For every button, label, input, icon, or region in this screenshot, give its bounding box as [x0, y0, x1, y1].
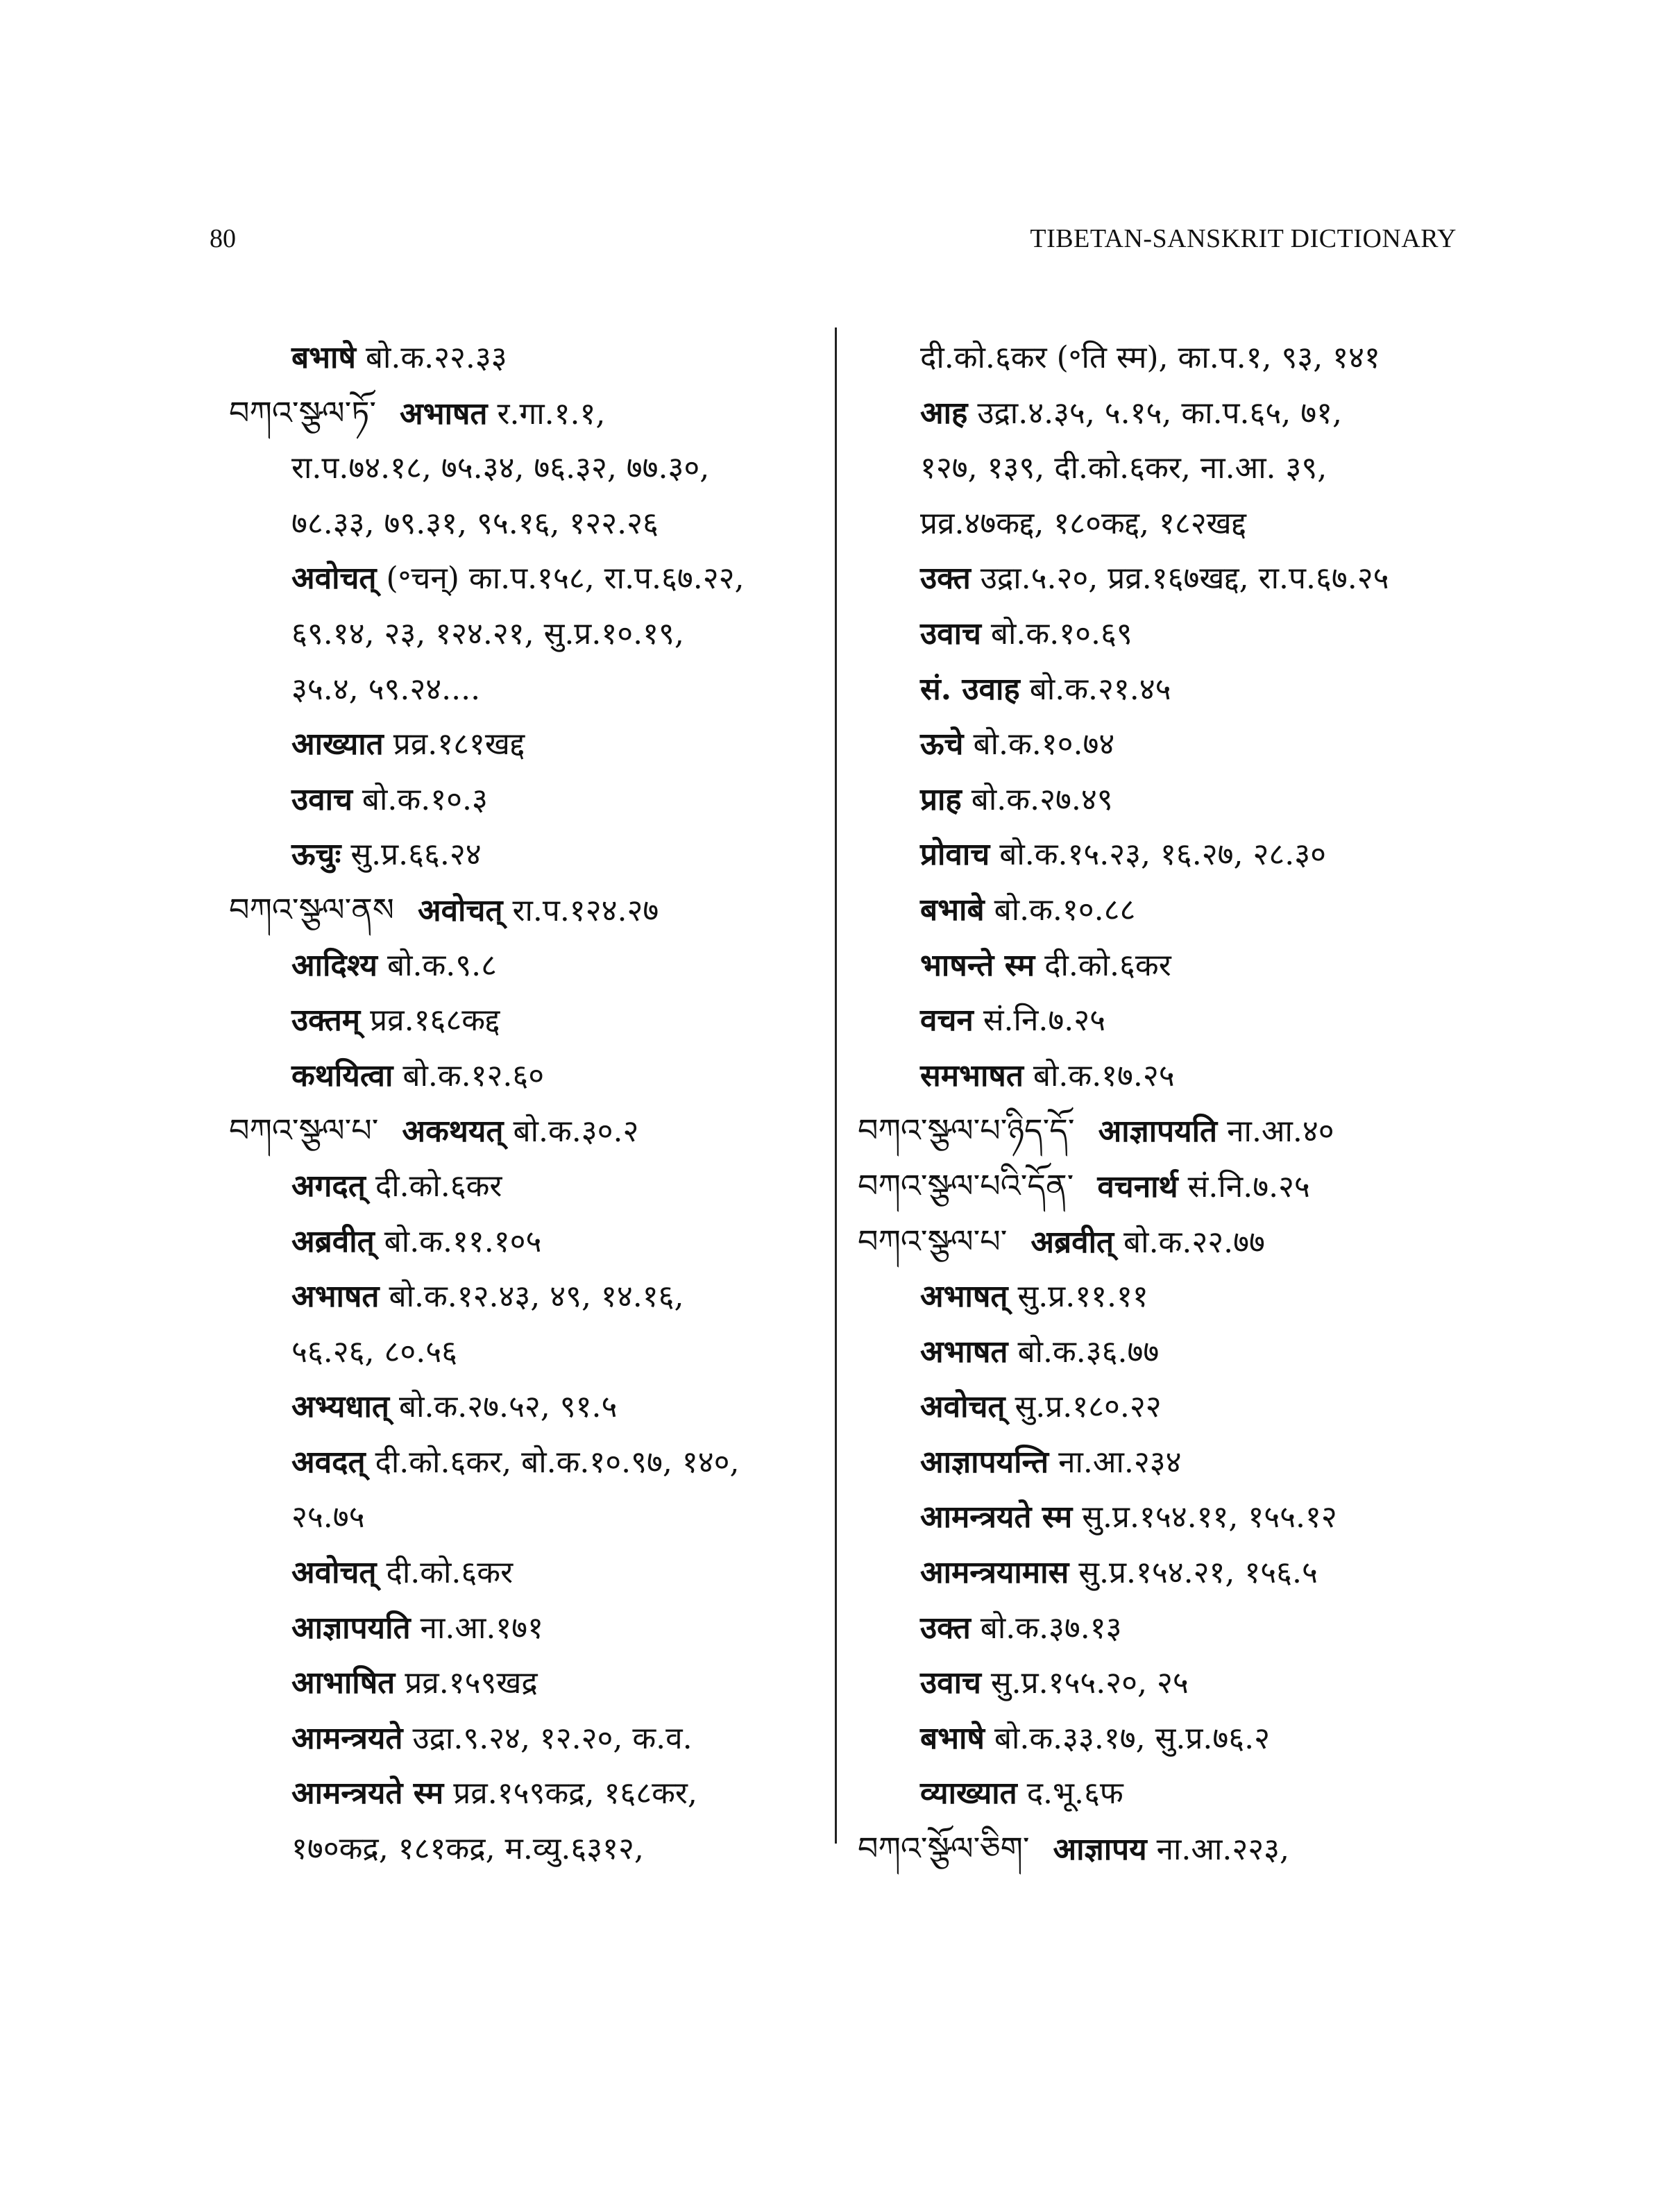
tibetan-headword: བཀའ་སྩལ་པ་ཉིད་དོ་: [858, 1112, 1075, 1150]
source-reference: प्रव्र.१५९कद्र, १६८कर,: [443, 1776, 697, 1812]
left-column: [229, 330, 833, 1877]
entry-line: [858, 662, 1482, 717]
source-reference: बो.क.३७.१३: [970, 1610, 1122, 1646]
source-reference: सं.नि.७.२५: [973, 1003, 1105, 1039]
sanskrit-term: भाषन्ते स्म: [920, 947, 1035, 983]
entry-line: [858, 551, 1482, 606]
sanskrit-term: ऊचे: [920, 726, 964, 763]
source-reference: सु.प्र.१५४.२१, १५६.५: [1069, 1555, 1318, 1591]
entry-line: [229, 772, 833, 828]
tibetan-headword: བཀའ་སྩོལ་ཅིག་: [858, 1830, 1030, 1868]
entry-line: [858, 717, 1482, 772]
sanskrit-term: आख्यात: [291, 726, 384, 763]
source-reference: रा.प.७४.१८, ७५.३४, ७६.३२, ७७.३०,: [291, 450, 710, 486]
source-reference: सु.प्र.६६.२४: [341, 837, 482, 873]
source-reference: सु.प्र.१५४.११, १५५.१२: [1072, 1499, 1337, 1535]
sanskrit-term: आमन्त्रयामास: [920, 1555, 1069, 1591]
source-reference: बो.क.२१.४५: [1019, 671, 1171, 707]
sanskrit-term: प्रोवाच: [920, 837, 990, 873]
source-reference: बो.क.३३.१७, सु.प्र.७६.२: [984, 1720, 1271, 1756]
entry-line: [229, 717, 833, 772]
sanskrit-term: उक्तम्: [291, 1003, 361, 1039]
source-reference: बो.क.९.८: [377, 947, 497, 983]
source-reference: दी.को.६कर (॰ति स्म), का.प.१, ९३, १४१: [920, 340, 1380, 375]
sanskrit-term: व्याख्यात: [920, 1776, 1017, 1812]
sanskrit-term: अब्रवीत्: [1030, 1224, 1114, 1260]
entry-line: [229, 606, 833, 662]
entry-line: [229, 1601, 833, 1656]
sanskrit-term: ऊचुः: [291, 837, 341, 873]
entry-line: [858, 606, 1482, 662]
source-reference: बो.क.२२.७७: [1114, 1224, 1265, 1260]
source-reference: सं.नि.७.२५: [1178, 1168, 1310, 1205]
source-reference: बो.क.१०.६९: [981, 615, 1132, 652]
entry-line: [858, 772, 1482, 828]
entry-line: [858, 1490, 1482, 1545]
sanskrit-term: आज्ञापयति: [1098, 1114, 1218, 1150]
entry-line: [229, 1214, 833, 1270]
source-reference: बो.क.३६.७७: [1008, 1334, 1160, 1370]
tibetan-headword: བཀའ་སྩལ་པ་: [858, 1222, 1008, 1260]
column-divider: [835, 327, 837, 1844]
source-reference: रा.प.१२४.२७: [502, 892, 659, 928]
sanskrit-term: अभ्यधात्: [291, 1389, 389, 1425]
tibetan-headword: བཀའ་སྩལ་པའི་དོན་: [858, 1166, 1074, 1205]
source-reference: १७०कद्र, १८१कद्र, म.व्यु.६३१२,: [291, 1831, 644, 1867]
source-reference: प्रव्र.१५९खद्र: [395, 1665, 538, 1701]
entry-line: [229, 330, 833, 386]
sanskrit-term: उवाच: [291, 781, 353, 817]
entry-line: [858, 1048, 1482, 1104]
entry-line: [229, 1159, 833, 1214]
entry-line: [858, 330, 1482, 386]
sanskrit-term: आह: [920, 395, 968, 431]
source-reference: प्रव्र.१८१खद्द: [383, 726, 525, 763]
source-reference: उद्रा.५.२०, प्रव्र.१६७खद्द, रा.प.६७.२५: [970, 561, 1389, 597]
sanskrit-term: अभाषत्: [920, 1279, 1008, 1315]
source-reference: बो.क.१५.२३, १६.२७, २८.३०: [990, 837, 1326, 873]
source-reference: बो.क.३०.२: [503, 1114, 639, 1150]
sanskrit-term: आमन्त्रयते स्म: [920, 1499, 1073, 1535]
tibetan-headword: བཀའ་སྩལ་པ་: [229, 1112, 379, 1150]
entry-line: [229, 1545, 833, 1601]
source-reference: उद्रा.४.३५, ५.१५, का.प.६५, ७१,: [967, 395, 1343, 431]
source-reference: बो.क.२२.३३: [355, 340, 507, 375]
entry-line: [858, 441, 1482, 496]
entry-line: [858, 1601, 1482, 1656]
entry-line: [858, 496, 1482, 552]
headword-line: [858, 1159, 1482, 1214]
source-reference: ना.आ.२३४: [1049, 1444, 1182, 1480]
source-reference: सु.प्र.१५५.२०, २५: [981, 1665, 1189, 1701]
source-reference: २५.७५: [291, 1499, 365, 1535]
source-reference: सु.प्र.१८०.२२: [1005, 1389, 1162, 1425]
sanskrit-term: अगदत्: [291, 1168, 366, 1204]
sanskrit-term: अवदत्: [291, 1444, 366, 1480]
entry-line: [858, 1269, 1482, 1325]
sanskrit-term: आभाषित: [291, 1665, 396, 1701]
page-number: 80: [210, 224, 236, 253]
entry-line: [858, 1379, 1482, 1435]
sanskrit-term: वचन: [920, 1003, 974, 1039]
entry-line: [229, 1435, 833, 1490]
source-reference: बो.क.२७.४९: [961, 781, 1113, 817]
sanskrit-term: अभाषत: [291, 1279, 380, 1315]
source-reference: उद्रा.९.२४, १२.२०, क.व.: [402, 1720, 693, 1756]
source-reference: बो.क.१०.७४: [963, 726, 1115, 763]
entry-line: [229, 662, 833, 717]
source-reference: प्रव्र.१६८कद्द: [360, 1003, 500, 1039]
entry-line: [229, 441, 833, 496]
source-reference: बो.क.२७.५२, ९१.५: [389, 1389, 618, 1425]
entry-line: [229, 1269, 833, 1325]
source-reference: ना.आ.२२३,: [1146, 1832, 1289, 1868]
sanskrit-term: आदिश्य: [291, 947, 377, 983]
entry-line: [229, 1048, 833, 1104]
source-reference: ६९.१४, २३, १२४.२१, सु.प्र.१०.१९,: [291, 615, 684, 652]
sanskrit-term: अभाषत: [400, 395, 488, 432]
entry-line: [229, 1711, 833, 1767]
source-reference: बो.क.१७.२५: [1023, 1057, 1175, 1094]
sanskrit-term: अवोचत्: [291, 1555, 377, 1591]
entry-line: [858, 1656, 1482, 1711]
source-reference: १२७, १३९, दी.को.६कर, ना.आ. ३९,: [920, 450, 1327, 486]
source-reference: दी.को.६कर: [1035, 947, 1171, 983]
source-reference: ५६.२६, ८०.५६: [291, 1334, 457, 1370]
entry-line: [229, 1656, 833, 1711]
source-reference: र.गा.१.१,: [487, 395, 606, 432]
entry-line: [229, 827, 833, 883]
entry-line: [229, 1325, 833, 1380]
sanskrit-term: अवोचत्: [291, 561, 377, 597]
entry-line: [858, 993, 1482, 1048]
entry-line: [858, 883, 1482, 938]
source-reference: ना.आ.४०: [1217, 1114, 1334, 1150]
entry-line: [858, 938, 1482, 994]
entry-line: [229, 496, 833, 552]
entry-line: [858, 1435, 1482, 1490]
entry-line: [229, 938, 833, 994]
source-reference: बो.क.१०.३: [352, 781, 488, 817]
sanskrit-term: आज्ञापयन्ति: [920, 1444, 1049, 1480]
source-reference: बो.क.१०.८८: [984, 892, 1136, 928]
sanskrit-term: बभाषे: [291, 340, 356, 375]
sanskrit-term: अभाषत: [920, 1334, 1008, 1370]
entry-line: [229, 1821, 833, 1877]
source-reference: सु.प्र.११.११: [1008, 1279, 1148, 1315]
entry-line: [229, 1490, 833, 1545]
tibetan-headword: བཀའ་སྩལ་ཏོ་: [229, 393, 377, 432]
source-reference: ७८.३३, ७९.३१, ९५.१६, १२२.२६: [291, 505, 659, 541]
source-reference: दी.को.६कर: [365, 1168, 502, 1204]
sanskrit-term: बभाषे: [920, 1720, 985, 1756]
sanskrit-term: आज्ञापय: [1053, 1832, 1147, 1868]
sanskrit-term: अवोचत्: [920, 1389, 1006, 1425]
sanskrit-term: आज्ञापयति: [291, 1610, 411, 1646]
entry-line: [229, 551, 833, 606]
entry-line: [858, 1711, 1482, 1767]
sanskrit-term: वचनार्थ: [1097, 1168, 1178, 1205]
sanskrit-term: अवोचत्: [417, 892, 503, 928]
entry-line: [229, 1379, 833, 1435]
headword-line: [229, 1103, 833, 1159]
headword-line: [229, 386, 833, 441]
source-reference: ना.आ.१७१: [410, 1610, 543, 1646]
sanskrit-term: कथयित्वा: [291, 1057, 393, 1094]
sanskrit-term: उवाच: [920, 1665, 981, 1701]
sanskrit-term: आमन्त्रयते स्म: [291, 1776, 444, 1812]
running-title: TIBETAN-SANSKRIT DICTIONARY: [1030, 224, 1457, 253]
sanskrit-term: बभाबे: [920, 892, 985, 928]
source-reference: दी.को.६कर, बो.क.१०.९७, १४०,: [365, 1444, 740, 1480]
entry-line: [858, 827, 1482, 883]
entry-line: [858, 1766, 1482, 1821]
sanskrit-term: समभाषत: [920, 1057, 1024, 1094]
entry-line: [858, 1325, 1482, 1380]
source-reference: प्रव्र.४७कद्द, १८०कद्द, १८२खद्द: [920, 505, 1246, 541]
source-reference: बो.क.१२.६०: [393, 1057, 545, 1094]
sanskrit-term: उवाच: [920, 615, 981, 652]
sanskrit-term: अब्रवीत्: [291, 1223, 375, 1259]
source-reference: बो.क.१२.४३, ४९, १४.१६,: [379, 1279, 684, 1315]
sanskrit-term: प्राह: [920, 781, 962, 817]
source-reference: दी.को.६कर: [376, 1555, 514, 1591]
sanskrit-term: उक्त: [920, 1610, 971, 1646]
page-header: [0, 223, 1680, 265]
sanskrit-term: आमन्त्रयते: [291, 1720, 403, 1756]
entry-line: [858, 386, 1482, 441]
source-reference: ३५.४, ५९.२४....: [291, 671, 481, 707]
headword-line: [229, 883, 833, 938]
sanskrit-term: उक्त: [920, 561, 971, 597]
entry-line: [229, 1766, 833, 1821]
right-column: [858, 330, 1482, 1877]
entry-line: [858, 1545, 1482, 1601]
headword-line: [858, 1821, 1482, 1877]
tibetan-headword: བཀའ་སྩལ་ནས: [229, 890, 394, 928]
source-reference: बो.क.११.१०५: [374, 1223, 542, 1259]
sanskrit-term: अकथयत्: [402, 1114, 504, 1150]
headword-line: [858, 1103, 1482, 1159]
headword-line: [858, 1214, 1482, 1270]
source-reference: (॰चन्) का.प.१५८, रा.प.६७.२२,: [376, 561, 745, 597]
source-reference: द.भू.६फ: [1017, 1776, 1123, 1812]
sanskrit-term: सं. उवाह: [920, 671, 1020, 707]
entry-line: [229, 993, 833, 1048]
